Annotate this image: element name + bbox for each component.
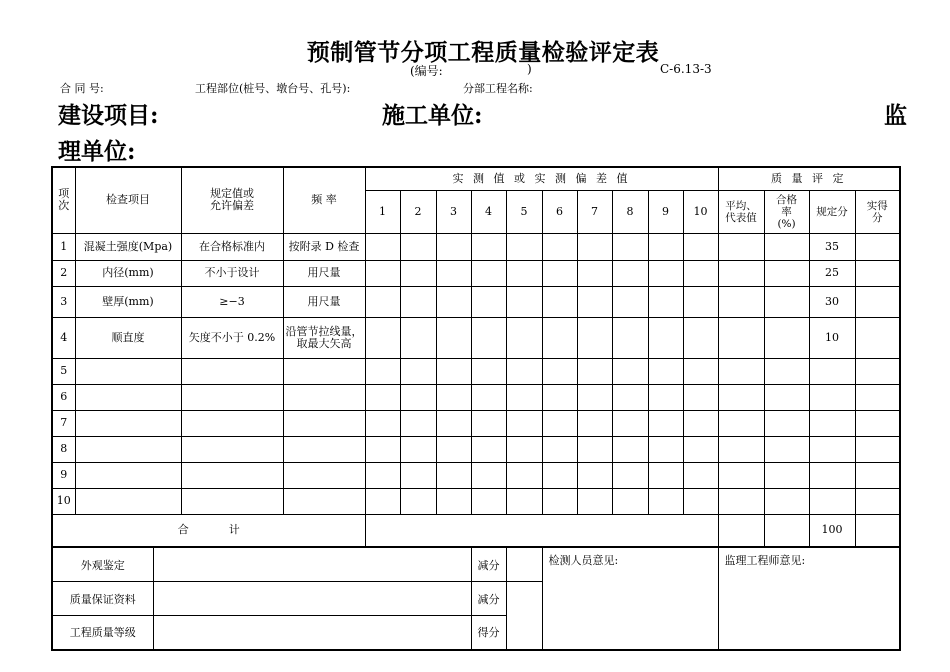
supervisor-label-a: 监 (884, 102, 907, 129)
measure-cell (400, 410, 436, 436)
measure-col: 7 (577, 190, 612, 233)
measure-cell (683, 462, 718, 488)
row-actual-score (855, 233, 900, 260)
row-item: 顺直度 (75, 317, 181, 358)
measure-cell (400, 358, 436, 384)
serial-close: ) (527, 62, 532, 76)
row-spec: 矢度不小于 0.2% (181, 317, 283, 358)
measure-cell (683, 410, 718, 436)
total-measure-cell (365, 514, 718, 547)
row-item (75, 358, 181, 384)
measure-cell (471, 233, 506, 260)
measure-cell (648, 384, 683, 410)
measure-cell (365, 462, 400, 488)
total-score: 100 (809, 514, 855, 547)
table-row (52, 233, 900, 260)
row-average (718, 233, 764, 260)
score-label: 得分 (471, 616, 506, 650)
measure-cell (542, 286, 577, 317)
measure-cell (683, 233, 718, 260)
measure-cell (400, 462, 436, 488)
table-row (52, 260, 900, 286)
total-label: 合 计 (52, 514, 365, 547)
measure-cell (542, 462, 577, 488)
measure-cell (365, 317, 400, 358)
measure-cell (436, 488, 471, 514)
row-spec (181, 384, 283, 410)
measure-cell (648, 436, 683, 462)
total-average-cell (718, 514, 764, 547)
supervisor-label-b: 理单位: (58, 138, 136, 165)
measure-cell (577, 286, 612, 317)
row-freq: 沿管节拉线量，取最大矢高 (283, 317, 365, 358)
measure-cell (683, 260, 718, 286)
measure-cell (577, 260, 612, 286)
table-row (52, 384, 900, 410)
row-pass-rate (764, 384, 809, 410)
measure-cell (577, 358, 612, 384)
measure-col: 8 (612, 190, 648, 233)
measure-cell (506, 488, 542, 514)
form-code: C-6.13-3 (660, 62, 712, 76)
measure-cell (542, 260, 577, 286)
deduct-label-2: 减分 (471, 582, 506, 616)
row-spec-score (809, 488, 855, 514)
row-spec-score (809, 358, 855, 384)
header-quality: 质 量 评 定 (718, 167, 900, 190)
row-item (75, 488, 181, 514)
measure-cell (400, 286, 436, 317)
measure-cell (471, 317, 506, 358)
measure-cell (683, 286, 718, 317)
measure-col: 1 (365, 190, 400, 233)
row-actual-score (855, 436, 900, 462)
measure-cell (542, 384, 577, 410)
row-spec (181, 436, 283, 462)
contractor-label: 施工单位: (382, 102, 483, 129)
measure-cell (400, 233, 436, 260)
measure-cell (683, 488, 718, 514)
row-actual-score (855, 317, 900, 358)
measure-cell (683, 384, 718, 410)
measure-col: 3 (436, 190, 471, 233)
row-spec-score: 35 (809, 233, 855, 260)
row-pass-rate (764, 286, 809, 317)
header-average: 平均、 代表值 (718, 190, 764, 233)
measure-cell (506, 358, 542, 384)
row-spec: 不小于设计 (181, 260, 283, 286)
measure-cell (471, 436, 506, 462)
measure-cell (648, 286, 683, 317)
header-measured: 实 测 值 或 实 测 偏 差 值 (365, 167, 718, 190)
table-row (52, 317, 900, 358)
measure-cell (683, 436, 718, 462)
row-average (718, 358, 764, 384)
row-actual-score (855, 384, 900, 410)
measure-cell (612, 436, 648, 462)
row-item (75, 436, 181, 462)
measure-cell (506, 233, 542, 260)
row-pass-rate (764, 317, 809, 358)
row-actual-score (855, 410, 900, 436)
row-freq (283, 462, 365, 488)
measure-cell (365, 358, 400, 384)
row-pass-rate (764, 260, 809, 286)
row-freq (283, 488, 365, 514)
measure-cell (577, 436, 612, 462)
measure-cell (577, 488, 612, 514)
measure-cell (436, 317, 471, 358)
measure-cell (436, 358, 471, 384)
row-spec-score (809, 436, 855, 462)
row-item: 壁厚(mm) (75, 286, 181, 317)
row-spec-score (809, 410, 855, 436)
row-spec-score: 10 (809, 317, 855, 358)
row-average (718, 317, 764, 358)
measure-cell (542, 358, 577, 384)
measure-col: 10 (683, 190, 718, 233)
measure-cell (506, 286, 542, 317)
measure-col: 2 (400, 190, 436, 233)
table-row (52, 410, 900, 436)
table-row (52, 286, 900, 317)
measure-cell (400, 317, 436, 358)
measure-cell (648, 358, 683, 384)
row-item: 内径(mm) (75, 260, 181, 286)
row-spec: 在合格标准内 (181, 233, 283, 260)
measure-cell (648, 462, 683, 488)
row-no: 9 (52, 462, 75, 488)
page-title: 预制管节分项工程质量检验评定表 (306, 39, 660, 66)
row-freq: 按附录 D 检查 (283, 233, 365, 260)
row-spec (181, 462, 283, 488)
measure-cell (648, 488, 683, 514)
measure-cell (612, 462, 648, 488)
header-freq: 频 率 (283, 167, 365, 233)
measure-cell (471, 462, 506, 488)
measure-cell (506, 317, 542, 358)
header-spec-score: 规定分 (809, 190, 855, 233)
row-item (75, 384, 181, 410)
row-pass-rate (764, 462, 809, 488)
row-average (718, 286, 764, 317)
measure-cell (471, 410, 506, 436)
row-spec (181, 358, 283, 384)
measure-col: 6 (542, 190, 577, 233)
row-no: 7 (52, 410, 75, 436)
appearance-value (153, 548, 471, 582)
row-no: 4 (52, 317, 75, 358)
header-pass-rate: 合格 率 (%) (764, 190, 809, 233)
deduct-label-1: 减分 (471, 548, 506, 582)
table-row (52, 358, 900, 384)
measure-cell (436, 286, 471, 317)
measure-cell (436, 410, 471, 436)
row-actual-score (855, 488, 900, 514)
measure-cell (542, 488, 577, 514)
measure-cell (506, 384, 542, 410)
row-item (75, 410, 181, 436)
row-freq (283, 436, 365, 462)
measure-cell (683, 317, 718, 358)
row-no: 3 (52, 286, 75, 317)
measure-cell (506, 462, 542, 488)
row-spec-score (809, 462, 855, 488)
header-spec: 规定值或 允许偏差 (181, 167, 283, 233)
row-no: 1 (52, 233, 75, 260)
measure-cell (365, 384, 400, 410)
measure-cell (542, 317, 577, 358)
row-average (718, 260, 764, 286)
measure-cell (471, 488, 506, 514)
row-actual-score (855, 260, 900, 286)
row-spec-score: 30 (809, 286, 855, 317)
row-pass-rate (764, 410, 809, 436)
row-spec-score (809, 384, 855, 410)
total-actual-cell (855, 514, 900, 547)
location-label: 工程部位(桩号、墩台号、孔号): (195, 82, 351, 95)
row-no: 8 (52, 436, 75, 462)
measure-col: 5 (506, 190, 542, 233)
subproject-label: 分部工程名称: (463, 82, 533, 95)
measure-cell (365, 233, 400, 260)
measure-cell (542, 233, 577, 260)
grade-label: 工程质量等级 (52, 616, 153, 650)
measure-cell (365, 436, 400, 462)
row-item: 混凝土强度(Mpa) (75, 233, 181, 260)
row-spec: ≥−3 (181, 286, 283, 317)
row-freq: 用尺量 (283, 260, 365, 286)
quality-docs-value (153, 582, 471, 616)
measure-cell (612, 384, 648, 410)
measure-cell (577, 384, 612, 410)
row-no: 6 (52, 384, 75, 410)
inspection-table (51, 166, 901, 548)
total-pass-cell (764, 514, 809, 547)
measure-col: 9 (648, 190, 683, 233)
measure-cell (577, 410, 612, 436)
row-item (75, 462, 181, 488)
row-freq: 用尺量 (283, 286, 365, 317)
measure-cell (436, 462, 471, 488)
serial-label: (编号: (410, 64, 443, 78)
measure-cell (365, 488, 400, 514)
construction-project-label: 建设项目: (58, 102, 159, 129)
deduct-value-2 (506, 582, 542, 650)
header-actual-score: 实得 分 (855, 190, 900, 233)
row-average (718, 384, 764, 410)
table-row (52, 462, 900, 488)
inspector-opinion: 检测人员意见: (542, 548, 718, 650)
row-no: 10 (52, 488, 75, 514)
grade-value (153, 616, 471, 650)
measure-cell (542, 410, 577, 436)
table-row (52, 436, 900, 462)
measure-cell (436, 436, 471, 462)
measure-cell (648, 317, 683, 358)
measure-cell (648, 233, 683, 260)
measure-cell (506, 260, 542, 286)
header-item: 检查项目 (75, 167, 181, 233)
measure-cell (471, 384, 506, 410)
measure-cell (683, 358, 718, 384)
row-freq (283, 358, 365, 384)
measure-cell (648, 260, 683, 286)
appearance-label: 外观鉴定 (52, 548, 153, 582)
row-no: 5 (52, 358, 75, 384)
row-pass-rate (764, 436, 809, 462)
measure-cell (400, 436, 436, 462)
row-no: 2 (52, 260, 75, 286)
measure-cell (400, 384, 436, 410)
measure-cell (436, 233, 471, 260)
row-pass-rate (764, 358, 809, 384)
measure-cell (612, 286, 648, 317)
row-actual-score (855, 462, 900, 488)
measure-cell (612, 410, 648, 436)
row-actual-score (855, 286, 900, 317)
measure-cell (400, 260, 436, 286)
measure-cell (542, 436, 577, 462)
row-average (718, 436, 764, 462)
row-spec (181, 410, 283, 436)
row-pass-rate (764, 488, 809, 514)
measure-cell (471, 358, 506, 384)
measure-cell (577, 462, 612, 488)
measure-cell (648, 410, 683, 436)
measure-cell (612, 233, 648, 260)
measure-cell (506, 410, 542, 436)
measure-cell (612, 488, 648, 514)
quality-docs-label: 质量保证资料 (52, 582, 153, 616)
row-spec-score: 25 (809, 260, 855, 286)
row-freq (283, 410, 365, 436)
measure-cell (612, 260, 648, 286)
deduct-value-1 (506, 548, 542, 582)
measure-col: 4 (471, 190, 506, 233)
measure-cell (471, 260, 506, 286)
measure-cell (365, 410, 400, 436)
measure-cell (506, 436, 542, 462)
measure-cell (436, 260, 471, 286)
row-spec (181, 488, 283, 514)
row-freq (283, 384, 365, 410)
measure-cell (365, 286, 400, 317)
row-average (718, 410, 764, 436)
measure-cell (365, 260, 400, 286)
assessment-table (51, 547, 901, 651)
measure-cell (436, 384, 471, 410)
row-actual-score (855, 358, 900, 384)
engineer-opinion: 监理工程师意见: (718, 548, 900, 650)
contract-no-label: 合 同 号: (60, 82, 104, 95)
row-pass-rate (764, 233, 809, 260)
measure-cell (400, 488, 436, 514)
table-row (52, 488, 900, 514)
measure-cell (471, 286, 506, 317)
measure-cell (577, 317, 612, 358)
measure-cell (612, 317, 648, 358)
row-average (718, 462, 764, 488)
row-average (718, 488, 764, 514)
measure-cell (577, 233, 612, 260)
header-seq: 项次 (52, 167, 75, 233)
measure-cell (612, 358, 648, 384)
